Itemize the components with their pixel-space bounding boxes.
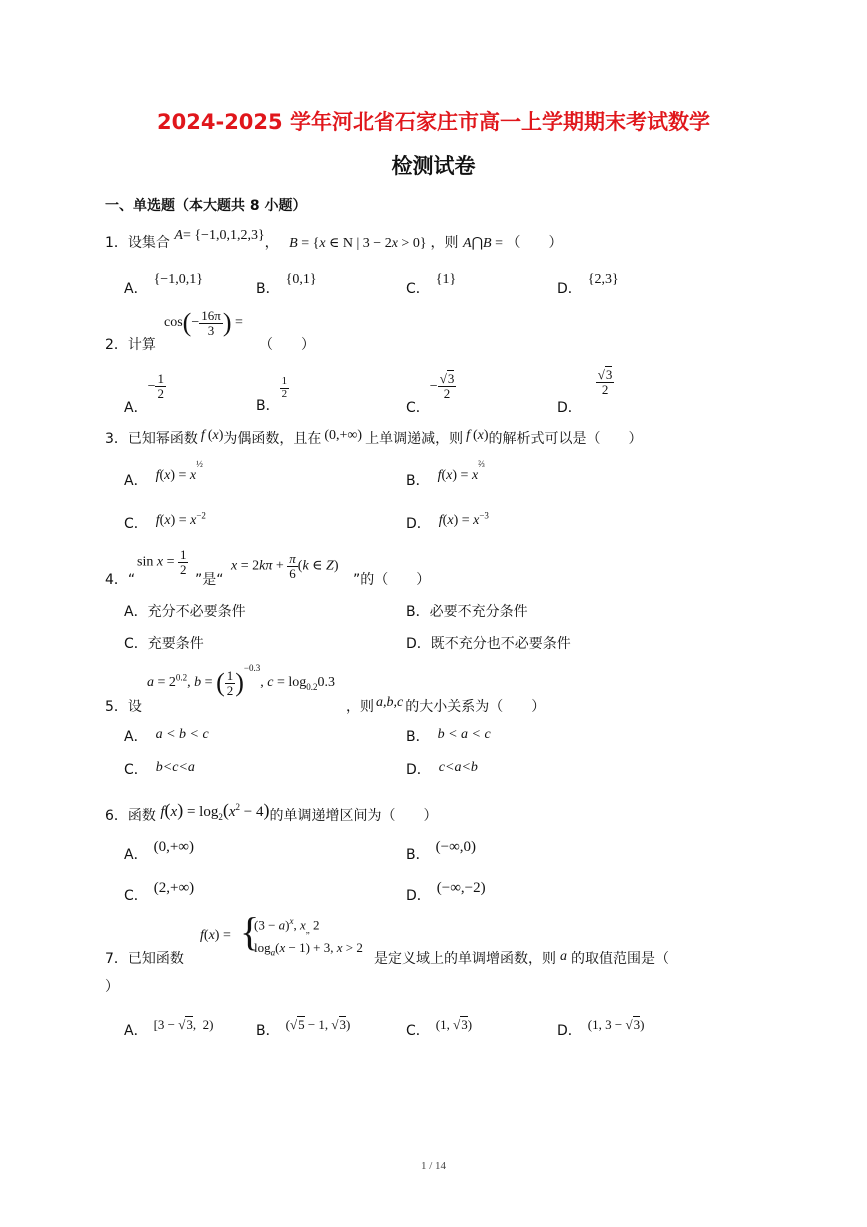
- q7-tail: 是定义域上的单调增函数，则 a 的取值范围是（: [374, 949, 669, 967]
- q4-option-c[interactable]: C．充要条件: [124, 636, 204, 652]
- q2-option-c[interactable]: C．− $\frac{√3}{2}$: [406, 371, 455, 417]
- q2-option-b[interactable]: B． $\frac{1}{2}$: [256, 375, 288, 415]
- q7-case-2: $\log_a(x - 1) + 3$, x > 2: [254, 940, 363, 958]
- q7-paren-close: ）: [105, 979, 119, 995]
- q6-option-a[interactable]: A． (0,+∞): [124, 839, 194, 863]
- q7-brace: {: [240, 909, 260, 954]
- question-7: 7．已知函数: [105, 951, 184, 967]
- q4-formula-2: x = 2kπ + $\frac{\pi}{6}$ (k ∈ Z): [231, 551, 339, 581]
- q1-option-b[interactable]: B．{0,1}: [256, 272, 317, 297]
- section-heading: 一、单选题（本大题共 8 小题）: [105, 198, 307, 214]
- q4-end: ”的（ ）: [353, 572, 431, 588]
- q5-option-a[interactable]: A． a < b < c: [124, 727, 209, 745]
- q5-option-c[interactable]: C． b<c<a: [124, 760, 195, 778]
- q4-option-b[interactable]: B．必要不充分条件: [406, 604, 528, 620]
- q7-formula: f(x) =: [200, 928, 231, 943]
- q5-formula: $a = 2^{0.2}$, b = ( $\frac{1}{2}$ )$^{-0.3}$, $c = \log_{0.2}0.3$: [147, 662, 335, 698]
- formula: A: [174, 228, 183, 243]
- question-2: 2．计算: [105, 337, 156, 353]
- q-stem: 设集合: [127, 235, 170, 251]
- q-number: 1．: [105, 235, 128, 251]
- q6-option-c[interactable]: C． (2,+∞): [124, 880, 195, 904]
- q1-option-a[interactable]: A．{−1,0,1}: [124, 272, 203, 297]
- q7-option-b[interactable]: B． (√5 − 1, √3): [256, 1017, 351, 1039]
- question-4: 4．“: [105, 572, 136, 588]
- q5-option-d[interactable]: D． c<a<b: [406, 760, 478, 778]
- q6-option-d[interactable]: D． (−∞,−2): [406, 880, 486, 904]
- q5-tail: ，则 a,b,c 的大小关系为（ ）: [346, 695, 546, 715]
- q3-option-b[interactable]: B． $f(x) = x^{\frac{2}{3}}$: [406, 459, 485, 489]
- question-6: 6．函数 $f(x) = \log_2(x^2 - 4)$的单调递增区间为（ ）: [105, 800, 438, 824]
- q7-option-c[interactable]: C． (1, √3): [406, 1017, 473, 1039]
- q2-formula: cos(− $\frac{16\pi}{3}$ ) =: [164, 307, 243, 338]
- q5-option-b[interactable]: B． b < a < c: [406, 727, 491, 745]
- q3-option-a[interactable]: A． $f(x) = x^{\frac{1}{2}}$: [124, 459, 203, 489]
- q7-option-a[interactable]: A． [3 − √3, 2): [124, 1017, 214, 1039]
- q4-option-d[interactable]: D．既不充分也不必要条件: [406, 636, 571, 652]
- q4-connector: ”是“: [195, 572, 224, 588]
- q1-option-d[interactable]: D．{2,3}: [557, 272, 619, 297]
- title-line1: 2024-2025 学年河北省石家庄市高一上学期期末考试数学: [157, 110, 710, 134]
- q3-option-d[interactable]: D． $f(x) = x^{-3}$: [406, 510, 489, 532]
- q3-option-c[interactable]: C． $f(x) = x^{-2}$: [124, 510, 206, 532]
- q2-paren: （ ）: [259, 337, 315, 353]
- question-5: 5．设: [105, 699, 142, 715]
- q2-option-a[interactable]: A．− $\frac{1}{2}$: [124, 371, 164, 417]
- q1-option-c[interactable]: C．{1}: [406, 272, 457, 297]
- page-number: 1 / 14: [420, 1160, 447, 1172]
- question-3: 3．已知幂函数 f (x)为偶函数，且在 (0,+∞) 上单调递减，则 f (x)的解析式可以是（ ）: [105, 428, 643, 447]
- q2-option-d[interactable]: D． $\frac{√3}{2}$: [557, 367, 613, 417]
- q7-option-d[interactable]: D． (1, 3 − √3): [557, 1017, 645, 1039]
- question-1: 1．设集合 A= {−1,0,1,2,3}， B = {x ∈ N | 3 − 2x > 0} ，则 A⋂B = （ ）: [105, 228, 563, 251]
- q4-formula-1: sin x = $\frac{1}{2}$: [137, 547, 187, 577]
- q4-option-a[interactable]: A．充分不必要条件: [124, 604, 246, 620]
- title-line2: 检测试卷: [391, 154, 476, 178]
- q7-case-1: $(3 - a)^x$, $x_„$ 2: [254, 916, 320, 935]
- q6-option-b[interactable]: B． (−∞,0): [406, 839, 477, 863]
